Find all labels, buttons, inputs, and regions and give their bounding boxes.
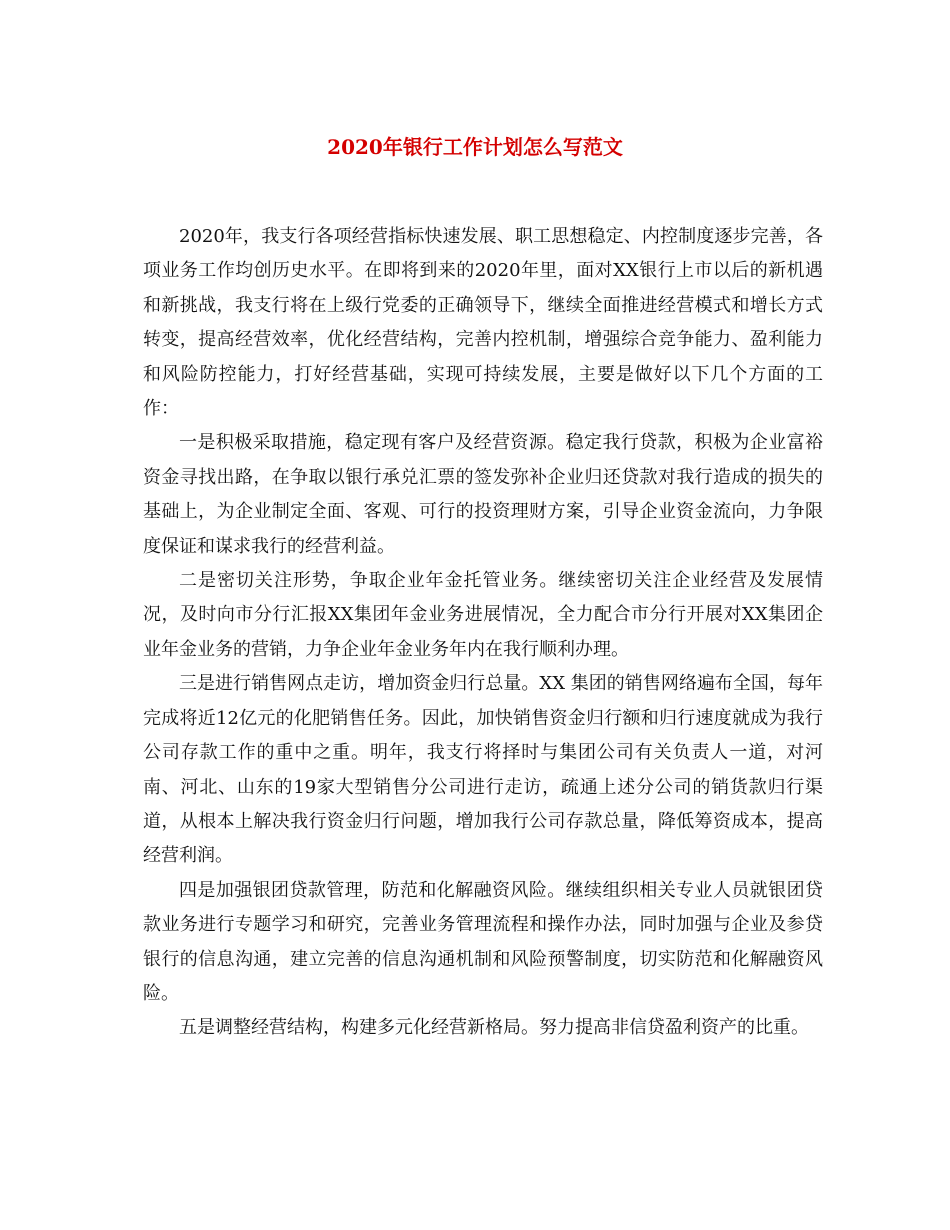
paragraph-item-1: 一是积极采取措施，稳定现有客户及经营资源。稳定我行贷款，积极为企业富裕资金寻找出路，在争取以银行承兑汇票的签发弥补企业归还贷款对我行造成的损失的基础上，为企业制定全面、客观、可行的投资理财方案，引导企业资金流向，力争限度保证和谋求我行的经营利益。 — [143, 432, 823, 557]
paragraph-item-2: 二是密切关注形势，争取企业年金托管业务。继续密切关注企业经营及发展情况，及时向市分行汇报XX集团年金业务进展情况，全力配合市分行开展对XX集团企业年金业务的营销，力争企业年金业务年内在我行顺利办理。 — [143, 570, 823, 660]
paragraph-item-5: 五是调整经营结构，构建多元化经营新格局。努力提高非信贷盈利资产的比重。 — [179, 1017, 809, 1039]
paragraph-item-4: 四是加强银团贷款管理，防范和化解融资风险。继续组织相关专业人员就银团贷款业务进行专题学习和研究，完善业务管理流程和操作办法，同时加强与企业及参贷银行的信息沟通，建立完善的信息沟通机制和风险预警制度，切实防范和化解融资风险。 — [143, 879, 823, 1004]
paragraph-intro: 2020年，我支行各项经营指标快速发展、职工思想稳定、内控制度逐步完善，各项业务工作均创历史水平。在即将到来的2020年里，面对XX银行上市以后的新机遇和新挑战，我支行将在上级行党委的正确领导下，继续全面推进经营模式和增长方式转变，提高经营效率，优化经营结构，完善内控机制，增强综合竞争能力、盈利能力和风险防控能力，打好经营基础，实现可持续发展，主要是做好以下几个方面的工作： — [143, 226, 823, 420]
document-body — [143, 220, 823, 1046]
document-title: 2020年银行工作计划怎么写范文 — [327, 135, 623, 159]
paragraph-item-3: 三是进行销售网点走访，增加资金归行总量。XX 集团的销售网络遍布全国，每年完成将近12亿元的化肥销售任务。因此，加快销售资金归行额和归行速度就成为我行公司存款工作的重中之重。明年，我支行将择时与集团公司有关负责人一道，对河南、河北、山东的19家大型销售分公司进行走访，疏通上述分公司的销货款归行渠道，从根本上解决我行资金归行问题，增加我行公司存款总量，降低筹资成本，提高经营利润。 — [143, 673, 823, 867]
